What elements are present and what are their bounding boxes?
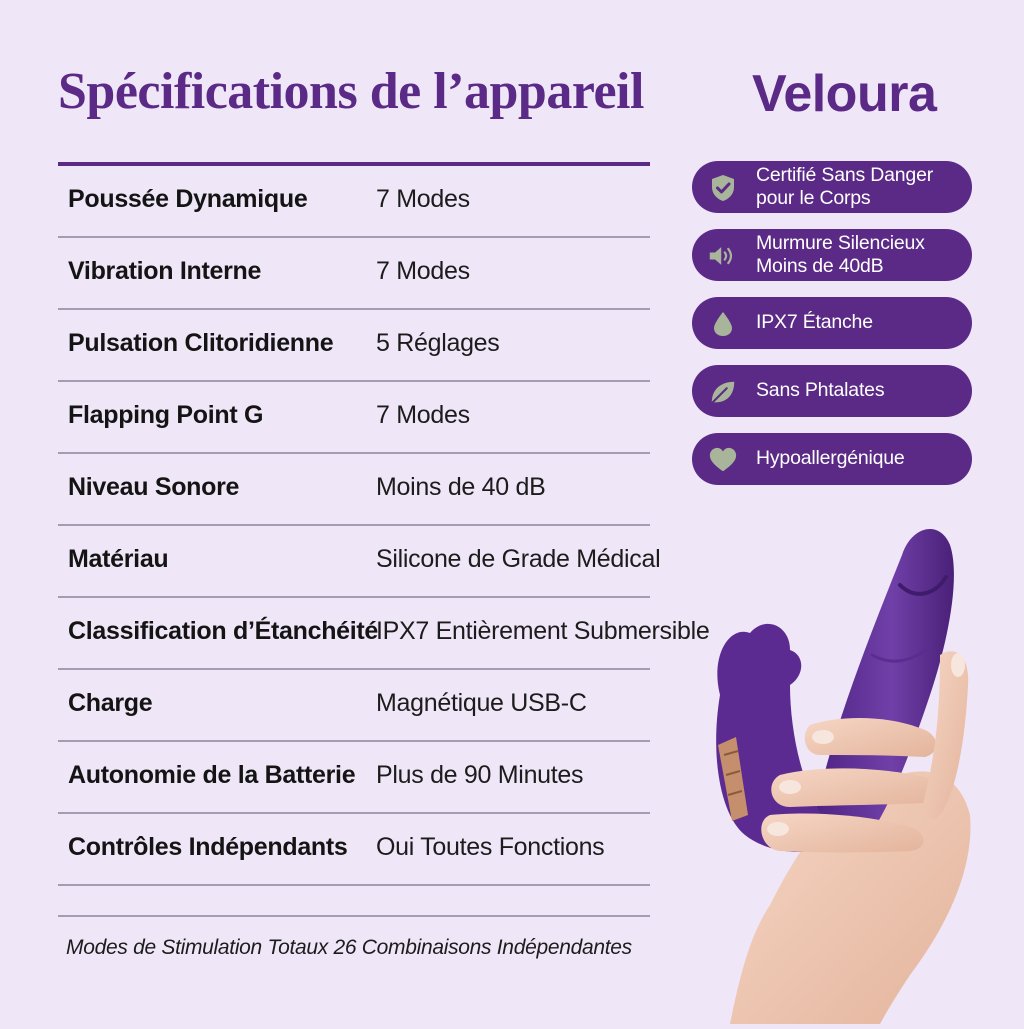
badge-line: Murmure Silencieux	[756, 232, 925, 254]
footnote: Modes de Stimulation Totaux 26 Combinaisons Indépendantes	[66, 936, 632, 959]
spec-label: Charge	[68, 689, 153, 717]
badge-line: pour le Corps	[756, 187, 871, 209]
page-title: Spécifications de l’appareil	[58, 63, 644, 120]
spec-row	[58, 598, 710, 670]
table-bottom-rule	[58, 915, 650, 917]
water-drop-icon	[708, 309, 738, 339]
spec-value: Magnétique USB-C	[376, 689, 587, 717]
spec-label: Autonomie de la Batterie	[68, 761, 356, 789]
feature-badges	[692, 161, 972, 501]
spec-row	[58, 238, 650, 310]
badge-body-safe	[692, 161, 972, 213]
badge-line: Moins de 40dB	[756, 255, 884, 277]
badge-phthalate-free	[692, 365, 972, 417]
badge-text: Sans Phtalates	[756, 379, 885, 401]
spec-value: Oui Toutes Fonctions	[376, 833, 605, 861]
spec-row	[58, 814, 650, 886]
spec-label: Poussée Dynamique	[68, 185, 308, 213]
speaker-icon	[708, 241, 738, 271]
spec-label: Pulsation Clitoridienne	[68, 329, 334, 357]
spec-value: IPX7 Entièrement Submersible	[376, 617, 710, 645]
spec-label: Flapping Point G	[68, 401, 264, 429]
spec-row	[58, 166, 650, 238]
spec-value: Silicone de Grade Médical	[376, 545, 661, 573]
spec-value: Plus de 90 Minutes	[376, 761, 584, 789]
leaf-icon	[708, 377, 738, 407]
spec-row	[58, 670, 650, 742]
badge-hypoallergenic	[692, 433, 972, 485]
spec-label: Classification d’Étanchéité	[68, 617, 379, 645]
spec-row	[58, 526, 661, 598]
spec-row	[58, 454, 650, 526]
badge-waterproof	[692, 297, 972, 349]
badge-text: IPX7 Étanche	[756, 311, 873, 333]
spec-value: 7 Modes	[376, 257, 470, 285]
spec-value: 7 Modes	[376, 401, 470, 429]
badge-text	[756, 164, 962, 210]
spec-label: Matériau	[68, 545, 169, 573]
product-photo	[640, 515, 1024, 1024]
brand-name: Veloura	[752, 65, 937, 123]
spec-label: Vibration Interne	[68, 257, 262, 285]
shield-check-icon	[708, 173, 738, 203]
spec-value: 5 Réglages	[376, 329, 500, 357]
badge-line: Certifié Sans Danger	[756, 164, 934, 186]
spec-row	[58, 742, 650, 814]
spec-table	[58, 166, 710, 886]
badge-text	[756, 232, 962, 278]
spec-value: 7 Modes	[376, 185, 470, 213]
spec-row	[58, 382, 650, 454]
heart-icon	[708, 445, 738, 475]
spec-label: Contrôles Indépendants	[68, 833, 348, 861]
spec-label: Niveau Sonore	[68, 473, 240, 501]
badge-text: Hypoallergénique	[756, 447, 905, 469]
badge-silent	[692, 229, 972, 281]
spec-value: Moins de 40 dB	[376, 473, 546, 501]
spec-row	[58, 310, 650, 382]
